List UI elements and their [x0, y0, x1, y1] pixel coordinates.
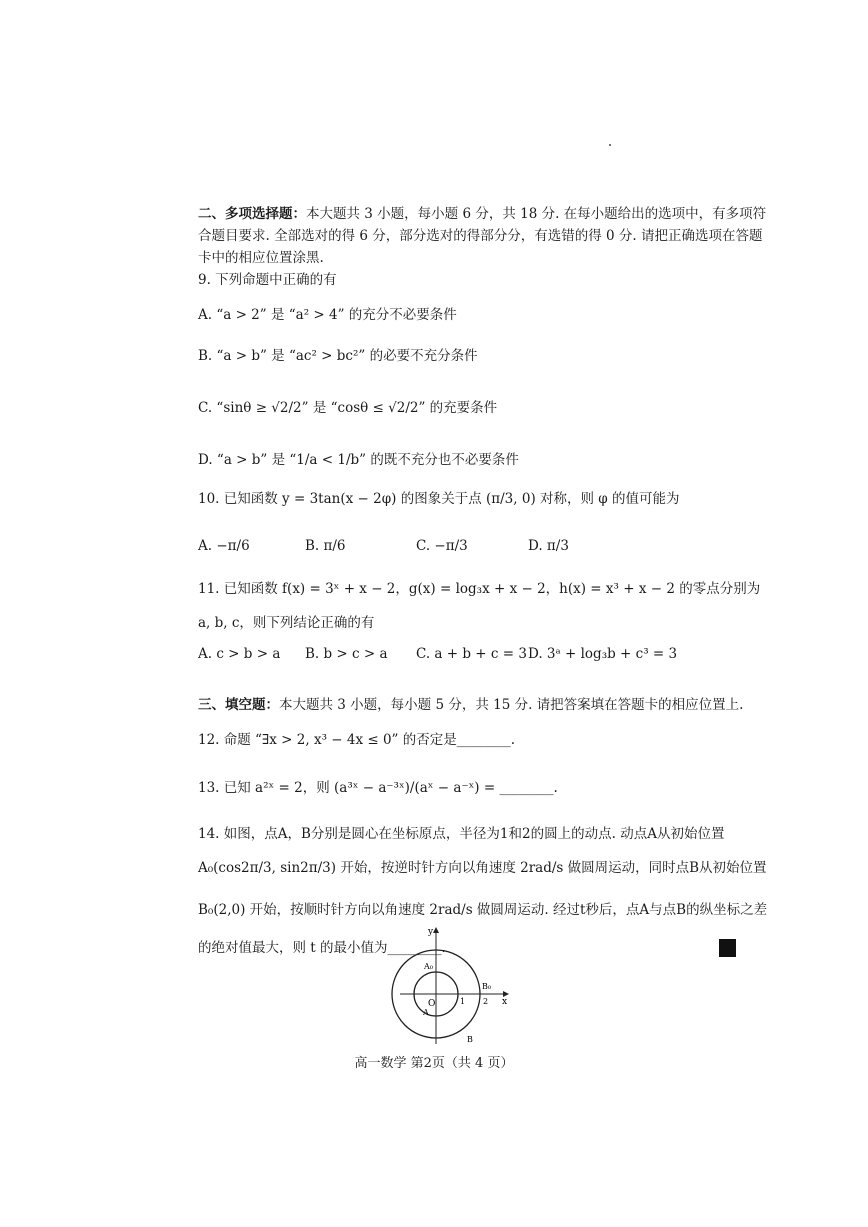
q11-stem-line2: a, b, c，则下列结论正确的有 — [198, 615, 375, 631]
q11-stem-line1: 11. 已知函数 f(x) = 3ˣ + x − 2，g(x) = log₃x + x − 2，h(x) = x³ + x − 2 的零点分别为 — [198, 581, 761, 597]
scan-marker-square — [719, 939, 736, 957]
b-label: B — [467, 1035, 473, 1044]
section2-heading: 二、多项选择题： — [198, 206, 306, 222]
q10-option-b: B. π/6 — [305, 538, 346, 554]
q13-text: 13. 已知 a²ˣ = 2，则 (a³ˣ − a⁻³ˣ)/(aˣ − a⁻ˣ) = ________. — [198, 780, 558, 796]
tick-1-label: 1 — [460, 997, 466, 1006]
section2-intro-line2: 合题目要求. 全部选对的得 6 分，部分选对的得部分分，有选错的得 0 分. 请把正确选项在答题 — [198, 228, 763, 244]
q14-line1: 14. 如图，点A，B分别是圆心在坐标原点，半径为1和2的圆上的动点. 动点A从初始位置 — [198, 826, 725, 842]
q10-stem: 10. 已知函数 y = 3tan(x − 2φ) 的图象关于点 (π/3, 0) 对称，则 φ 的值可能为 — [198, 491, 680, 507]
q11-option-b: B. b > c > a — [305, 646, 388, 662]
q9-stem: 9. 下列命题中正确的有 — [198, 272, 337, 288]
q9-option-d: D. “a > b” 是 “1/a < 1/b” 的既不充分也不必要条件 — [198, 452, 519, 468]
q14-line3: B₀(2,0) 开始，按顺时针方向以角速度 2rad/s 做圆周运动. 经过t秒后，点A与点B的纵坐标之差 — [198, 902, 768, 918]
a-label: A — [423, 1008, 429, 1017]
q11-option-d: D. 3ᵃ + log₃b + c³ = 3 — [528, 646, 678, 662]
origin-label: O — [428, 999, 436, 1009]
tick-2-label: 2 — [483, 997, 489, 1006]
section3-line — [198, 694, 743, 716]
q11-option-a: A. c > b > a — [198, 646, 281, 662]
q11-option-c: C. a + b + c = 3 — [416, 646, 527, 662]
q14-line4: 的绝对值最大，则 t 的最小值为________. — [198, 940, 446, 956]
q9-option-c: C. “sinθ ≥ √2/2” 是 “cosθ ≤ √2/2” 的充要条件 — [198, 400, 498, 416]
b0-label: B₀ — [482, 982, 492, 991]
y-axis-label: y — [428, 927, 434, 937]
scan-speck — [609, 144, 611, 146]
q10-option-d: D. π/3 — [528, 538, 569, 554]
page-footer: 高一数学 第2页（共 4 页） — [354, 1056, 514, 1071]
section2-intro-line1: 本大题共 3 小题，每小题 6 分，共 18 分. 在每小题给出的选项中，有多项符 — [306, 206, 767, 222]
q14-line2: A₀(cos2π/3, sin2π/3) 开始，按逆时针方向以角速度 2rad/s 做圆周运动，同时点B从初始位置 — [198, 860, 767, 876]
q10-option-c: C. −π/3 — [416, 538, 468, 554]
q14-circle-figure — [390, 922, 520, 1050]
q12-text: 12. 命题 “∃x > 2, x³ − 4x ≤ 0” 的否定是________. — [198, 732, 516, 748]
q10-option-a: A. −π/6 — [198, 538, 250, 554]
section2-line1 — [198, 203, 766, 225]
q9-option-a: A. “a > 2” 是 “a² > 4” 的充分不必要条件 — [198, 307, 457, 323]
a0-label: A₀ — [424, 962, 433, 971]
section3-heading: 三、填空题： — [198, 697, 279, 713]
section2-intro-line3: 卡中的相应位置涂黑. — [198, 250, 324, 266]
x-axis-label: x — [502, 997, 508, 1007]
q9-option-b: B. “a > b” 是 “ac² > bc²” 的必要不充分条件 — [198, 348, 478, 364]
section3-intro: 本大题共 3 小题，每小题 5 分，共 15 分. 请把答案填在答题卡的相应位置上. — [279, 697, 744, 713]
